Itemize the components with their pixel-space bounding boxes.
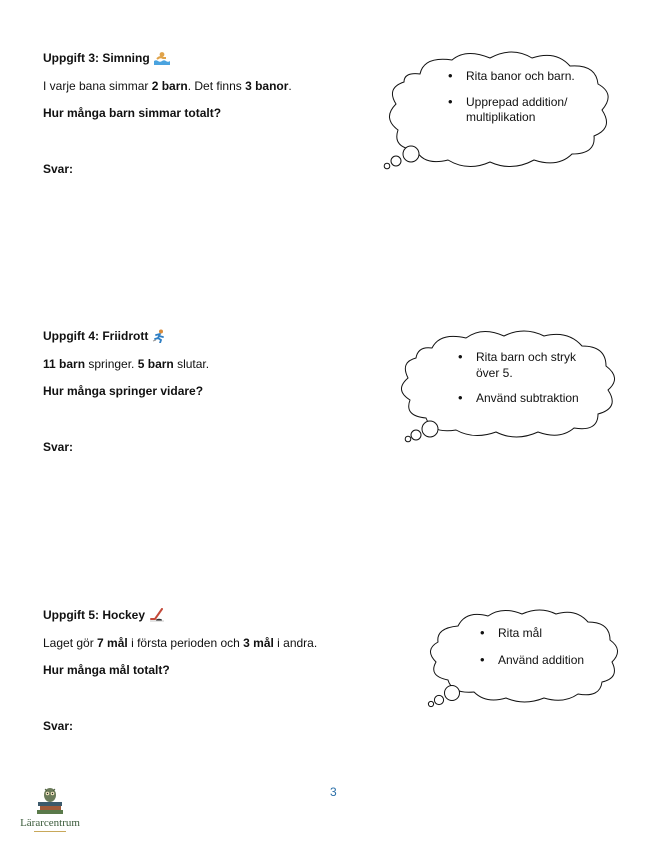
task-description: Laget gör 7 mål i första perioden och 3 mål i andra. xyxy=(43,636,318,651)
task-3 xyxy=(43,51,383,176)
task-title: Uppgift 3: Simning xyxy=(43,51,383,65)
swimmer-icon xyxy=(154,51,170,65)
task-title: Uppgift 4: Friidrott xyxy=(43,329,383,343)
answer-label: Svar: xyxy=(43,440,74,454)
answer-label: Svar: xyxy=(43,719,74,733)
task-question: Hur många mål totalt? xyxy=(43,662,170,677)
page-number: 3 xyxy=(330,785,337,799)
logo xyxy=(10,786,90,838)
hint-item: • Rita barn och stryk över 5. xyxy=(454,350,594,381)
task-5 xyxy=(43,608,383,733)
hint-cloud xyxy=(392,328,622,446)
hint-cloud xyxy=(382,50,612,175)
task-description: 11 barn springer. 5 barn slutar. xyxy=(43,357,210,372)
answer-label: Svar: xyxy=(43,162,74,176)
logo-text: Lärarcentrum xyxy=(20,817,80,829)
hint-item: • Rita banor och barn. xyxy=(444,69,584,85)
task-question: Hur många springer vidare? xyxy=(43,383,204,398)
task-title: Uppgift 5: Hockey xyxy=(43,608,383,622)
logo-flourish xyxy=(34,831,66,834)
owl-on-books-icon xyxy=(10,786,90,818)
task-description: I varje bana simmar 2 barn. Det finns 3 banor. xyxy=(43,79,292,94)
hockey-stick-icon xyxy=(149,608,165,622)
hint-item: • Rita mål xyxy=(476,626,616,642)
hint-item: • Använd subtraktion xyxy=(454,391,594,407)
task-4 xyxy=(43,329,383,454)
task-question: Hur många barn simmar totalt? xyxy=(43,105,222,120)
hint-item: • Använd addition xyxy=(476,653,616,669)
hint-cloud xyxy=(426,606,626,710)
hint-item: • Upprepad addition/ multiplikation xyxy=(444,95,584,126)
runner-icon xyxy=(152,329,168,343)
